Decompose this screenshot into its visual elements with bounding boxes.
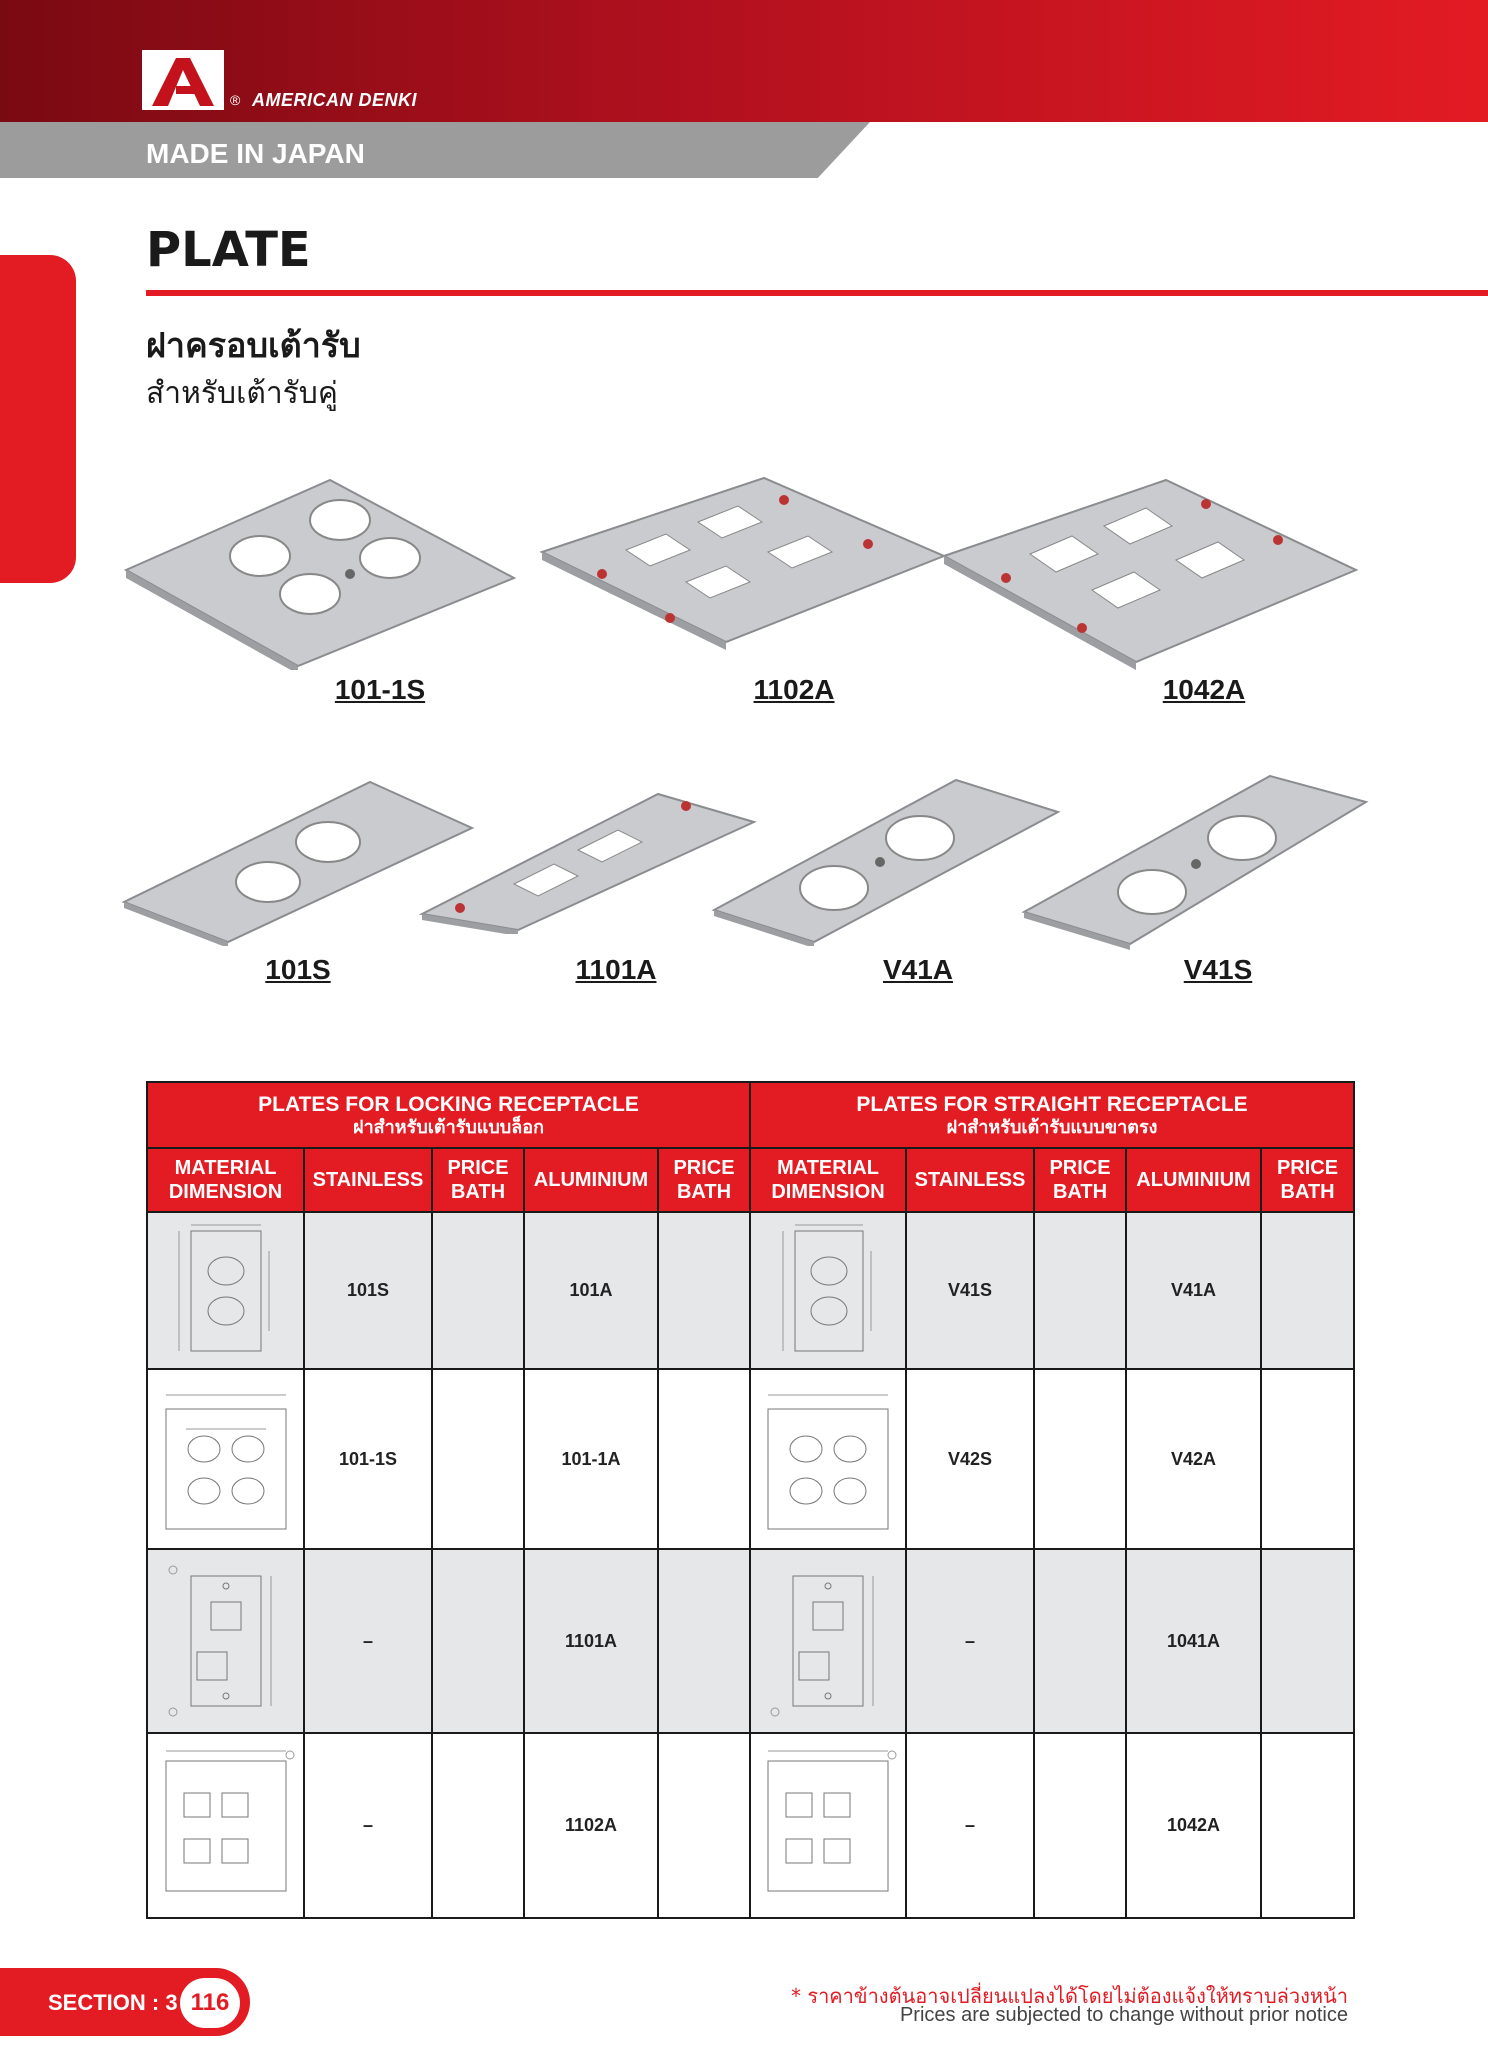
page-number: 116 [180, 1978, 240, 2028]
price-cell [1034, 1369, 1126, 1549]
locking-receptacle-header [147, 1082, 750, 1148]
dimension-drawing [147, 1549, 304, 1733]
straight-aluminium-cell: 1042A [1126, 1733, 1261, 1918]
straight-header-th: ฝาสำหรับเต้ารับแบบขาตรง [946, 1116, 1158, 1138]
table-row [147, 1733, 1354, 1918]
straight-receptacle-header [750, 1082, 1354, 1148]
price-cell [658, 1369, 750, 1549]
lock-stainless-cell: – [304, 1549, 432, 1733]
price-cell [658, 1212, 750, 1369]
product-label: 101S [265, 954, 331, 985]
straight-stainless-cell: V41S [906, 1212, 1034, 1369]
dimension-drawing-icon [758, 1741, 898, 1911]
straight-stainless-cell: – [906, 1733, 1034, 1918]
table-row [147, 1369, 1354, 1549]
dimension-drawing [750, 1212, 906, 1369]
column-header-aluminium: ALUMINIUM [1126, 1148, 1261, 1212]
column-header-material: MATERIAL DIMENSION [750, 1148, 906, 1212]
dimension-drawing-icon [161, 1556, 291, 1726]
lock-aluminium-cell: 101A [524, 1212, 658, 1369]
straight-stainless-cell: V42S [906, 1369, 1034, 1549]
price-cell [1261, 1549, 1354, 1733]
price-cell [1261, 1212, 1354, 1369]
table-row [147, 1549, 1354, 1733]
made-in-bar [0, 122, 870, 178]
locking-header-en: PLATES FOR LOCKING RECEPTACLE [258, 1092, 639, 1116]
product-image-1101a [418, 784, 758, 934]
price-cell [658, 1733, 750, 1918]
lock-aluminium-cell: 1102A [524, 1733, 658, 1918]
product-label: 101-1S [334, 674, 426, 705]
section-label: SECTION : 3 [48, 1990, 178, 2015]
straight-header-en: PLATES FOR STRAIGHT RECEPTACLE [856, 1092, 1248, 1116]
product-label: 1101A [575, 954, 657, 985]
straight-aluminium-cell: V42A [1126, 1369, 1261, 1549]
lock-stainless-cell: 101-1S [304, 1369, 432, 1549]
page-title: PLATE [146, 222, 311, 278]
price-cell [1261, 1369, 1354, 1549]
column-header-stainless: STAINLESS [906, 1148, 1034, 1212]
dimension-drawing-icon [773, 1221, 883, 1361]
straight-aluminium-cell: 1041A [1126, 1549, 1261, 1733]
dimension-drawing-icon [758, 1379, 898, 1539]
dimension-drawing [147, 1212, 304, 1369]
product-image-v41s [1020, 772, 1370, 952]
dimension-drawing-icon [171, 1221, 281, 1361]
subtitle-thai-secondary: สำหรับเต้ารับคู่ [146, 376, 338, 411]
dimension-drawing-icon [763, 1556, 893, 1726]
price-cell [1034, 1549, 1126, 1733]
price-cell [1261, 1733, 1354, 1918]
price-cell [1034, 1212, 1126, 1369]
locking-header-th: ฝาสำหรับเต้ารับแบบล็อก [353, 1116, 544, 1138]
price-cell [658, 1549, 750, 1733]
price-cell [432, 1733, 524, 1918]
american-denki-logo-icon [142, 50, 224, 110]
title-divider [146, 290, 1488, 296]
column-header-aluminium: ALUMINIUM [524, 1148, 658, 1212]
product-image-1042a [940, 470, 1360, 670]
price-cell [432, 1369, 524, 1549]
price-note-english: Prices are subjected to change without prior notice [899, 2004, 1348, 2026]
price-cell [1034, 1733, 1126, 1918]
straight-stainless-cell: – [906, 1549, 1034, 1733]
lock-stainless-cell: 101S [304, 1212, 432, 1369]
table-row [147, 1212, 1354, 1369]
dimension-drawing-icon [156, 1379, 296, 1539]
column-header-price: PRICE BATH [1261, 1148, 1354, 1212]
dimension-drawing [147, 1369, 304, 1549]
lock-stainless-cell: – [304, 1733, 432, 1918]
product-label: V41A [882, 954, 954, 985]
column-header-price: PRICE BATH [1034, 1148, 1126, 1212]
registered-mark: ® [230, 92, 241, 108]
lock-aluminium-cell: 101-1A [524, 1369, 658, 1549]
spec-table [146, 1081, 1355, 1919]
dimension-drawing [750, 1549, 906, 1733]
subtitle-thai: ฝาครอบเต้ารับ [146, 326, 361, 366]
product-label: 1042A [1162, 674, 1246, 705]
column-header-stainless: STAINLESS [304, 1148, 432, 1212]
dimension-drawing [750, 1369, 906, 1549]
dimension-drawing-icon [156, 1741, 296, 1911]
product-image-v41a [710, 776, 1062, 946]
product-label: V41S [1183, 954, 1253, 985]
dimension-drawing [750, 1733, 906, 1918]
product-label: 1102A [753, 674, 835, 705]
product-image-1102a [538, 470, 948, 650]
column-header-price: PRICE BATH [432, 1148, 524, 1212]
column-header-price: PRICE BATH [658, 1148, 750, 1212]
price-cell [432, 1549, 524, 1733]
straight-aluminium-cell: V41A [1126, 1212, 1261, 1369]
product-image-101-1s [120, 470, 520, 670]
made-in-label: MADE IN JAPAN [146, 138, 365, 169]
brand-name: AMERICAN DENKI [252, 90, 418, 110]
lock-aluminium-cell: 1101A [524, 1549, 658, 1733]
dimension-drawing [147, 1733, 304, 1918]
section-side-tab [0, 255, 76, 583]
price-note-thai: * ราคาข้างต้นอาจเปลี่ยนแปลงได้โดยไม่ต้องแจ้งให้ทราบล่วงหน้า [790, 1984, 1348, 2008]
price-cell [432, 1212, 524, 1369]
column-header-material: MATERIAL DIMENSION [147, 1148, 304, 1212]
